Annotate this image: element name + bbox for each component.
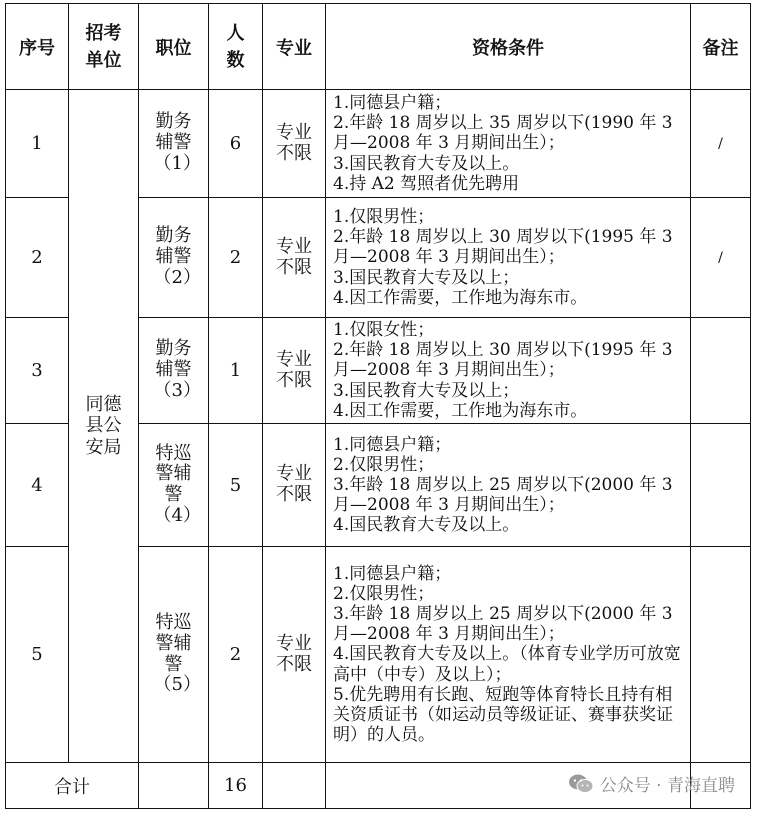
row-requirements xyxy=(326,424,691,547)
row-position xyxy=(139,547,209,763)
row-seq: 5 xyxy=(6,547,69,763)
requirement-item: 3.年龄 18 周岁以上 25 周岁以下(2000 年 3 月—2008 年 3 月期间出生）； xyxy=(333,474,673,516)
major-text: 专业不限 xyxy=(276,235,312,278)
requirement-item: 1.同德县户籍； xyxy=(333,93,452,114)
row-remark: / xyxy=(691,90,751,198)
recruitment-table xyxy=(5,3,751,809)
major-text: 专业不限 xyxy=(276,632,312,675)
row-requirements xyxy=(326,90,691,198)
requirement-item: 4.持 A2 驾照者优先聘用 xyxy=(333,173,520,194)
header-unit xyxy=(69,4,139,90)
row-position xyxy=(139,90,209,198)
header-count-line1: 人 xyxy=(226,22,245,44)
requirement-item: 4.国民教育大专及以上。 xyxy=(333,515,520,536)
total-empty-cell xyxy=(263,763,326,809)
row-major xyxy=(263,198,326,318)
requirement-item: 1.仅限女性； xyxy=(333,320,435,341)
wechat-icon xyxy=(568,773,594,795)
major-text: 专业不限 xyxy=(276,348,312,391)
row-count: 2 xyxy=(209,198,263,318)
requirement-item: 2.仅限男性； xyxy=(333,584,435,605)
row-remark: / xyxy=(691,198,751,318)
row-seq: 3 xyxy=(6,318,69,424)
header-position: 职位 xyxy=(139,4,209,90)
table-row xyxy=(6,90,751,198)
header-remarks: 备注 xyxy=(691,4,751,90)
header-major: 专业 xyxy=(263,4,326,90)
header-seq: 序号 xyxy=(6,4,69,90)
unit-name: 同德县公安局 xyxy=(85,393,122,458)
total-empty-cell xyxy=(139,763,209,809)
row-remark xyxy=(691,547,751,763)
position-text: 勤务辅警（2） xyxy=(153,225,201,288)
header-requirements: 资格条件 xyxy=(326,4,691,90)
major-text: 专业不限 xyxy=(276,121,312,164)
watermark-text: 公众号 · 青海直聘 xyxy=(599,776,735,796)
row-remark xyxy=(691,424,751,547)
row-major xyxy=(263,547,326,763)
header-count-line2: 数 xyxy=(226,49,245,71)
row-seq: 1 xyxy=(6,90,69,198)
row-requirements xyxy=(326,547,691,763)
header-row xyxy=(6,4,751,90)
unit-cell xyxy=(69,90,139,763)
total-count: 16 xyxy=(209,763,263,809)
row-seq: 4 xyxy=(6,424,69,547)
row-position xyxy=(139,198,209,318)
row-count: 6 xyxy=(209,90,263,198)
row-requirements xyxy=(326,318,691,424)
row-requirements xyxy=(326,198,691,318)
requirement-item: 4.因工作需要，工作地为海东市。 xyxy=(333,400,588,421)
row-count: 2 xyxy=(209,547,263,763)
requirement-item: 4.国民教育大专及以上。（体育专业学历可放宽高中（中专）及以上）； xyxy=(333,644,681,685)
position-text: 勤务辅警（1） xyxy=(153,111,201,174)
row-major xyxy=(263,318,326,424)
header-unit-line1: 招考 xyxy=(85,22,122,44)
watermark xyxy=(568,771,735,796)
requirement-item: 3.国民教育大专及以上； xyxy=(333,380,520,401)
major-text: 专业不限 xyxy=(276,463,312,505)
requirement-item: 3.国民教育大专及以上； xyxy=(333,267,520,288)
requirement-item: 2.仅限男性； xyxy=(333,454,435,475)
row-position xyxy=(139,424,209,547)
requirement-item: 2.年龄 18 周岁以上 35 周岁以下(1990 年 3 月—2008 年 3 月期间出生）； xyxy=(333,113,673,154)
requirement-item: 3.年龄 18 周岁以上 25 周岁以下(2000 年 3 月—2008 年 3 月期间出生）； xyxy=(333,604,673,645)
row-major xyxy=(263,90,326,198)
requirement-item: 2.年龄 18 周岁以上 30 周岁以下(1995 年 3 月—2008 年 3 月期间出生）； xyxy=(333,227,673,268)
requirement-item: 1.同德县户籍； xyxy=(333,564,452,585)
row-position xyxy=(139,318,209,424)
requirement-item: 1.同德县户籍； xyxy=(333,434,452,455)
row-major xyxy=(263,424,326,547)
requirement-item: 2.年龄 18 周岁以上 30 周岁以下(1995 年 3 月—2008 年 3 月期间出生）； xyxy=(333,340,673,381)
requirement-item: 1.仅限男性； xyxy=(333,207,435,228)
header-count xyxy=(209,4,263,90)
row-remark xyxy=(691,318,751,424)
position-text: 勤务辅警（3） xyxy=(153,338,201,401)
row-count: 5 xyxy=(209,424,263,547)
position-text: 特巡警辅警（5） xyxy=(153,612,201,696)
requirement-item: 3.国民教育大专及以上。 xyxy=(333,153,520,174)
requirement-item: 4.因工作需要，工作地为海东市。 xyxy=(333,287,588,308)
row-count: 1 xyxy=(209,318,263,424)
total-label: 合计 xyxy=(6,763,139,809)
row-seq: 2 xyxy=(6,198,69,318)
header-unit-line2: 单位 xyxy=(85,49,122,71)
requirement-item: 5.优先聘用有长跑、短跑等体育特长且持有相关资质证书（如运动员等级证证、赛事获奖证明）的人员。 xyxy=(333,684,673,745)
position-text: 特巡警辅警（4） xyxy=(153,442,201,526)
